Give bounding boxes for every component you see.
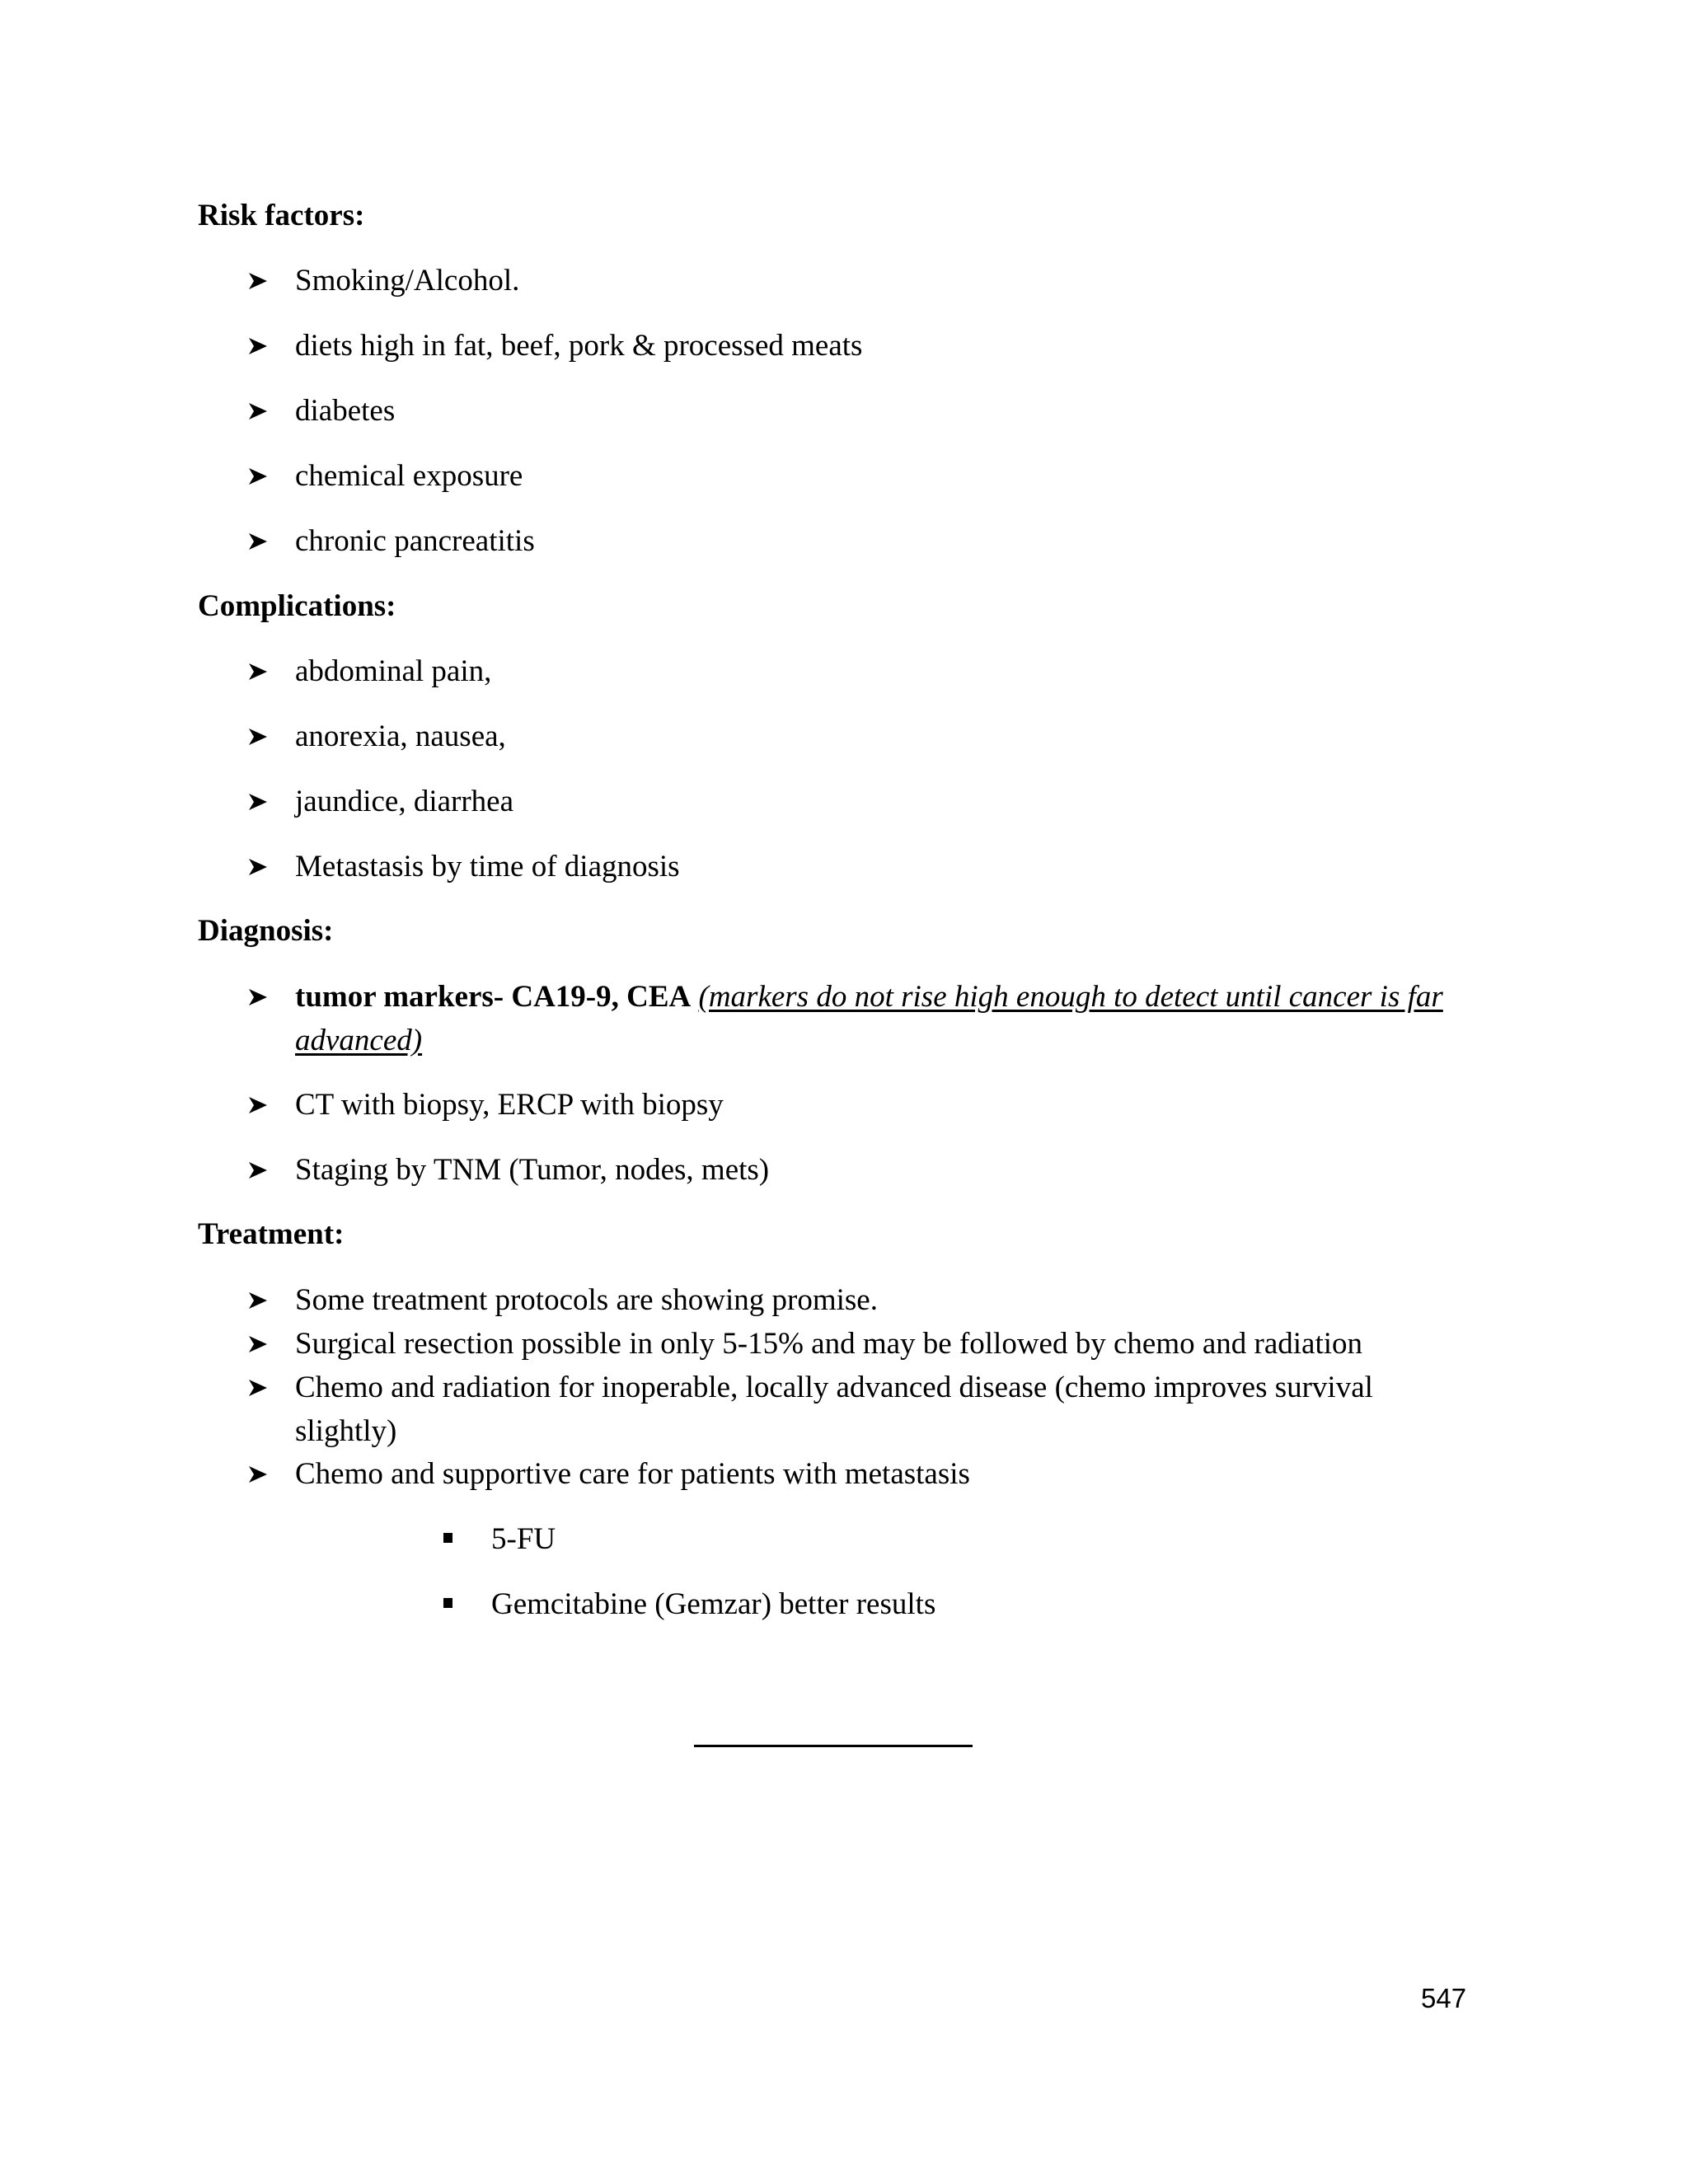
arrowhead-bullet-icon — [247, 1322, 280, 1366]
arrowhead-bullet-icon — [247, 454, 280, 498]
arrowhead-bullet-icon — [247, 324, 280, 368]
list-item-text: abdominal pain, — [295, 654, 492, 688]
heading-complications: Complications: — [198, 589, 396, 623]
list-item-text — [295, 975, 1465, 1062]
divider-line — [694, 1745, 973, 1747]
arrowhead-bullet-icon — [247, 519, 280, 563]
list-item-text: jaundice, diarrhea — [295, 785, 514, 818]
list-item-text: anorexia, nausea, — [295, 719, 506, 753]
arrowhead-bullet-icon — [247, 389, 280, 433]
list-item-text: Some treatment protocols are showing promise. — [295, 1283, 878, 1317]
list-item-text: Surgical resection possible in only 5-15% and may be followed by chemo and radiation — [295, 1327, 1363, 1361]
heading-risk-factors: Risk factors: — [198, 199, 365, 232]
arrowhead-bullet-icon — [247, 975, 280, 1019]
list-item-text: diets high in fat, beef, pork & processed meats — [295, 329, 863, 363]
square-bullet-icon — [443, 1533, 452, 1543]
list-item-text: Staging by TNM (Tumor, nodes, mets) — [295, 1153, 770, 1187]
arrowhead-bullet-icon — [247, 1452, 280, 1496]
arrowhead-bullet-icon — [247, 649, 280, 693]
square-bullet-icon — [443, 1598, 452, 1608]
heading-treatment: Treatment: — [198, 1217, 345, 1251]
arrowhead-bullet-icon — [247, 1366, 280, 1409]
list-item-text: Chemo and supportive care for patients with metastasis — [295, 1457, 970, 1491]
tumor-markers-label: tumor markers- CA19-9, CEA — [295, 980, 692, 1014]
list-item-text: Chemo and radiation for inoperable, locally advanced disease (chemo improves survival slightly) — [295, 1371, 1373, 1448]
sub-list-item-text: 5-FU — [491, 1522, 556, 1556]
arrowhead-bullet-icon — [247, 845, 280, 888]
arrowhead-bullet-icon — [247, 1083, 280, 1127]
list-item-text: CT with biopsy, ERCP with biopsy — [295, 1088, 724, 1122]
list-item-text: chemical exposure — [295, 459, 523, 493]
list-item-text: diabetes — [295, 394, 396, 428]
arrowhead-bullet-icon — [247, 1278, 280, 1322]
page-number: 547 — [1421, 1983, 1467, 2013]
sub-list-item-text: Gemcitabine (Gemzar) better results — [491, 1587, 936, 1621]
list-item-text: chronic pancreatitis — [295, 524, 535, 558]
arrowhead-bullet-icon — [247, 715, 280, 758]
list-item-text: Smoking/Alcohol. — [295, 264, 520, 298]
list-item-text: Metastasis by time of diagnosis — [295, 850, 680, 883]
arrowhead-bullet-icon — [247, 780, 280, 823]
arrowhead-bullet-icon — [247, 259, 280, 302]
heading-diagnosis: Diagnosis: — [198, 914, 334, 948]
tumor-markers-note: (markers do not rise high enough to detect until cancer is far advanced) — [295, 980, 1443, 1057]
arrowhead-bullet-icon — [247, 1148, 280, 1192]
